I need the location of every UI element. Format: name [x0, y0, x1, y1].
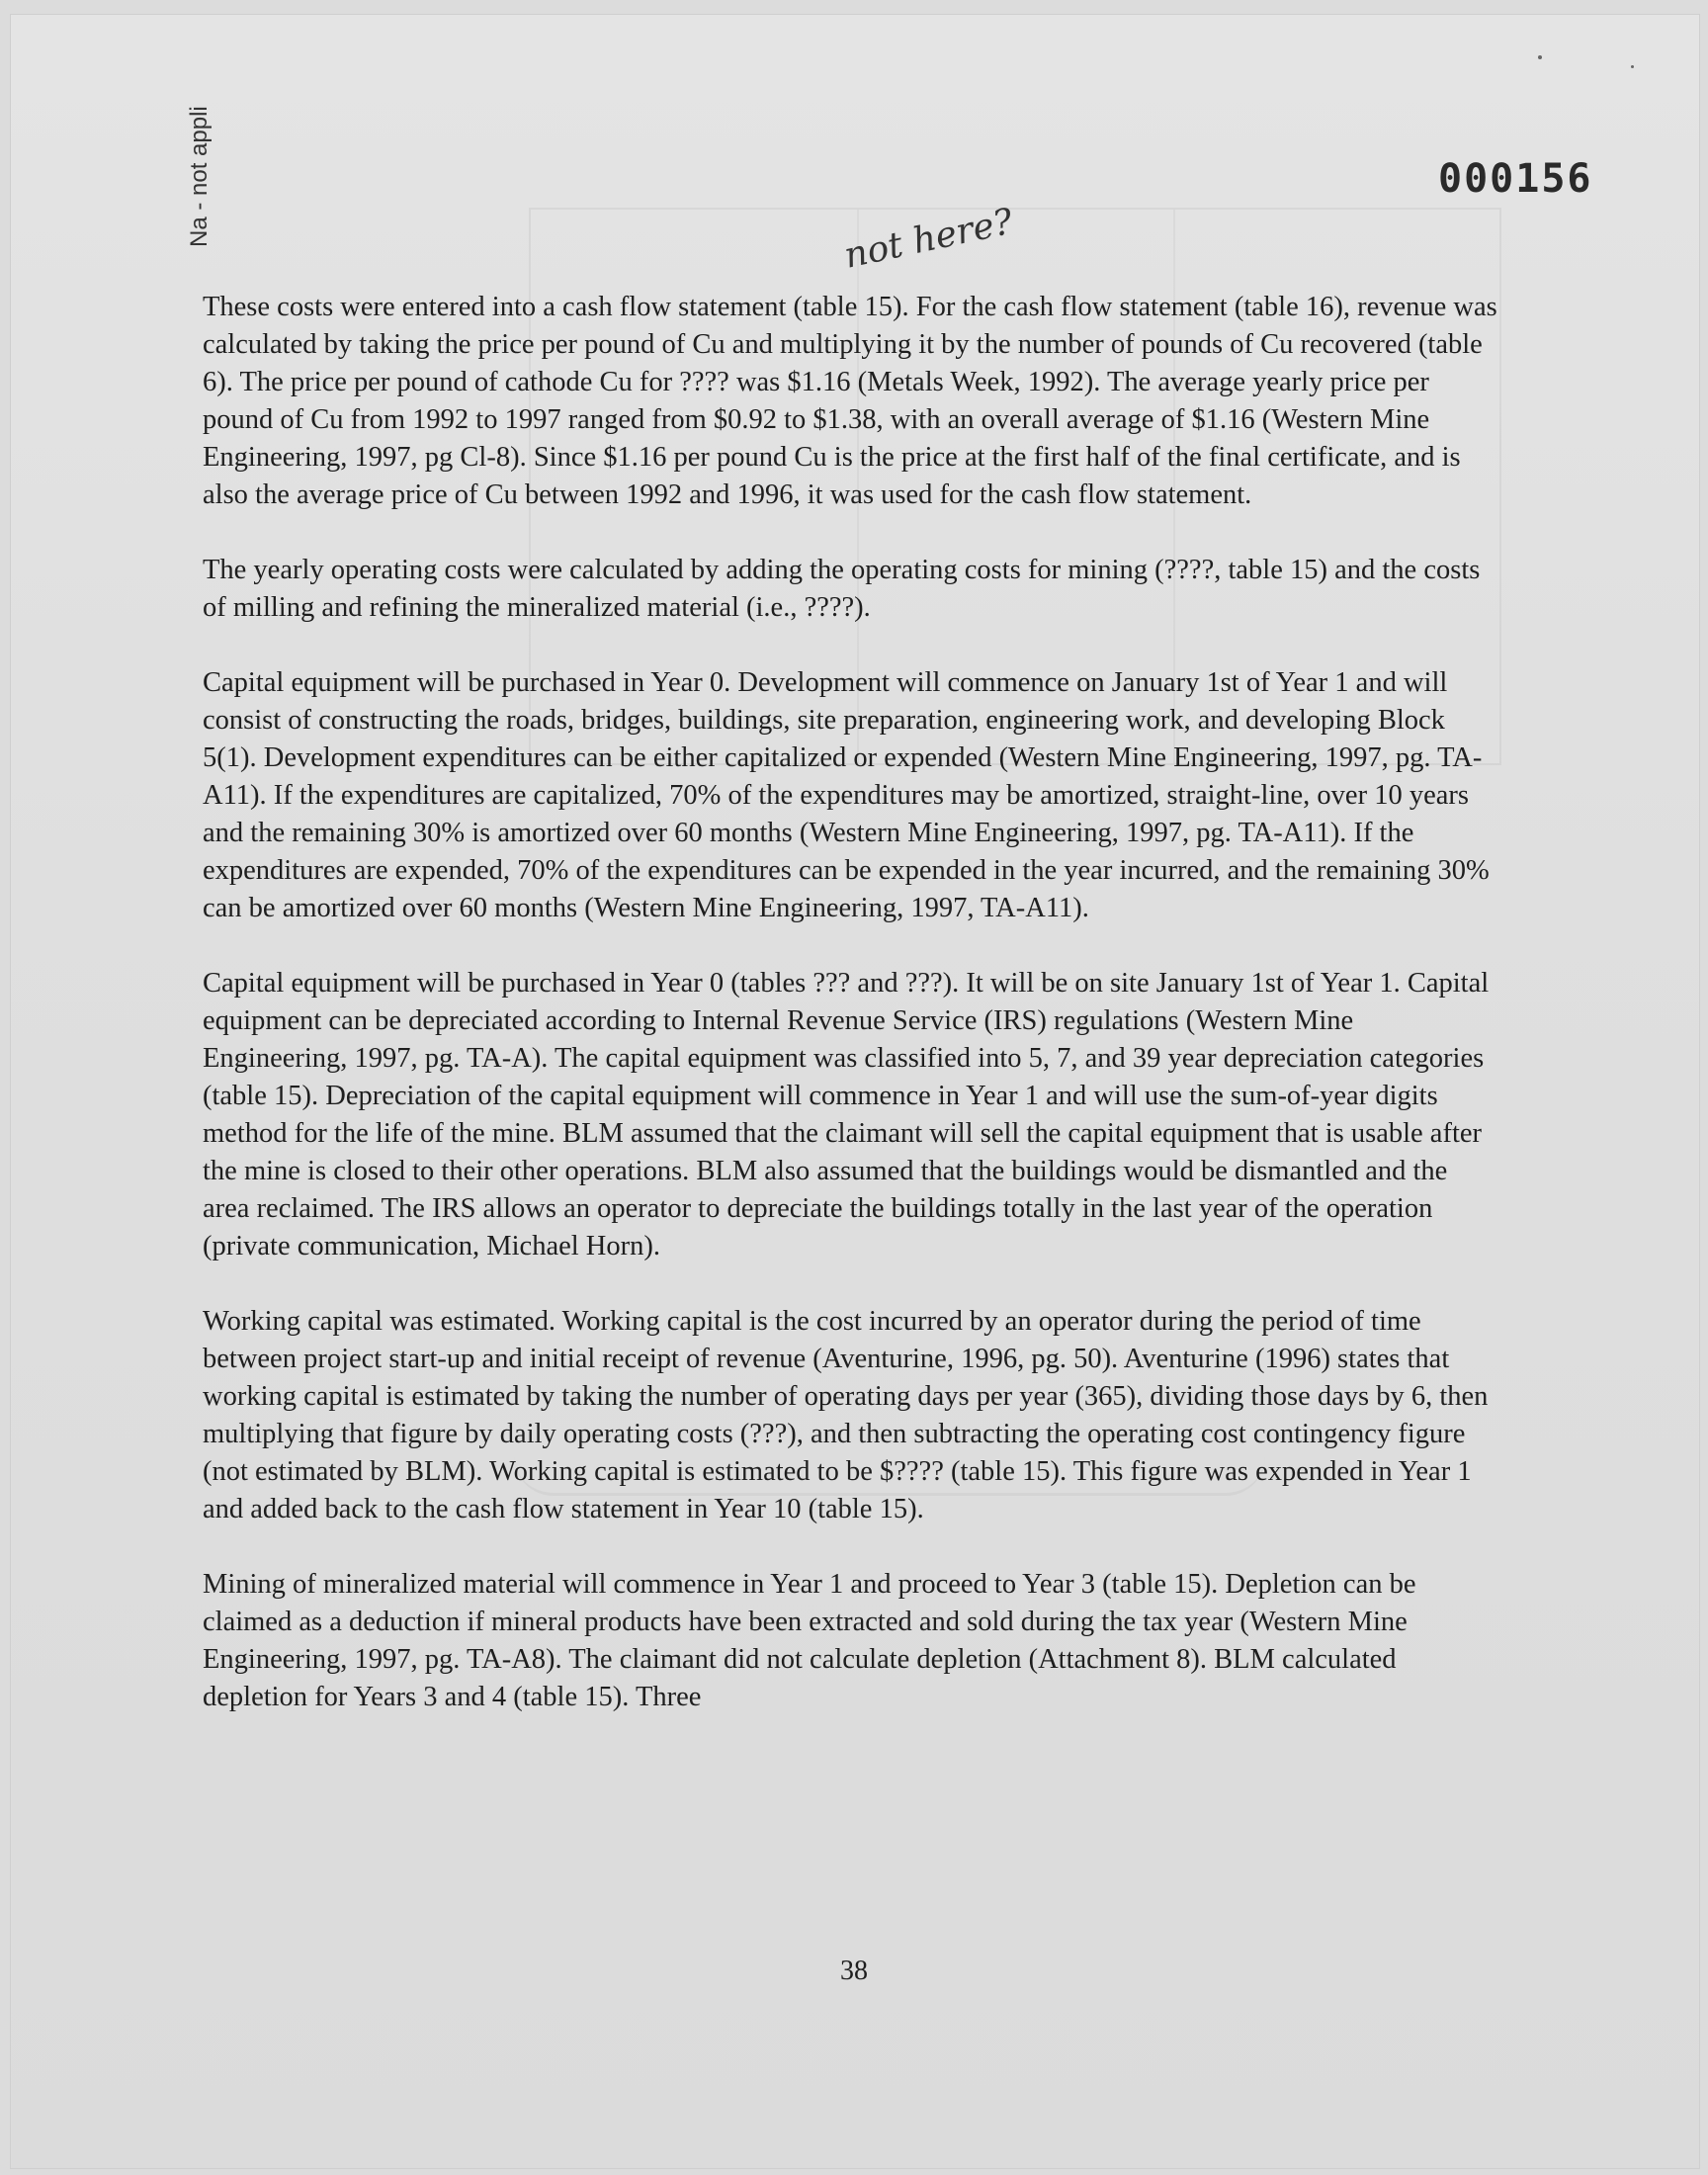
paragraph: The yearly operating costs were calculated by adding the operating costs for mining (????, table 15) and the costs of milling and refining the mineralized material (i.e., ????).	[203, 555, 1481, 623]
paragraph: Mining of mineralized material will commence in Year 1 and proceed to Year 3 (table 15). Depletion can be claimed as a deduction if mineral products have been extracted and sold during the tax year (Western Mine Engineering, 1997, pg. TA-A8). The claimant did not calculate depletion (Attachment 8). BLM calculated depletion for Years 3 and 4 (table 15). Three	[203, 1569, 1416, 1712]
handwritten-note-text: not here?	[840, 201, 1017, 277]
paragraph: Capital equipment will be purchased in Year 0. Development will commence on January 1st of Year 1 and will consist of constructing the roads, bridges, buildings, site preparation, engineering work, and developing Block 5(1). Development expenditures can be either capitalized or expended (Western Mine Engineering, 1997, pg. TA-A11). If the expenditures are capitalized, 70% of the expenditures may be amortized, straight-line, over 10 years and the remaining 30% is amortized over 60 months (Western Mine Engineering, 1997, pg. TA-A11). If the expenditures are expended, 70% of the expenditures can be expended in the year incurred, and the remaining 30% can be amortized over 60 months (Western Mine Engineering, 1997, TA-A11).	[203, 667, 1490, 923]
scan-speck	[1631, 65, 1634, 68]
page-number: 38	[840, 1956, 868, 1986]
paragraph: Capital equipment will be purchased in Year 0 (tables ??? and ???). It will be on site January 1st of Year 1. Capital equipment can be depreciated according to Internal Revenue Service (IRS) regulations (Western Mine Engineering, 1997, pg. TA-A). The capital equipment was classified into 5, 7, and 39 year depreciation categories (table 15). Depreciation of the capital equipment will commence in Year 1 and will use the sum-of-year digits method for the life of the mine. BLM assumed that the claimant will sell the capital equipment that is usable after the mine is closed to their other operations. BLM also assumed that the buildings would be dismantled and the area reclaimed. The IRS allows an operator to depreciate the buildings totally in the last year of the operation (private communication, Michael Horn).	[203, 968, 1490, 1262]
paragraph: Working capital was estimated. Working capital is the cost incurred by an operator during the period of time between project start-up and initial receipt of revenue (Aventurine, 1996, pg. 50). Aventurine (1996) states that working capital is estimated by taking the number of operating days per year (365), dividing those days by 6, then multiplying that figure by daily operating costs (???), and then subtracting the operating cost contingency figure (not estimated by BLM). Working capital is estimated to be $???? (table 15). This figure was expended in Year 1 and added back to the cash flow statement in Year 10 (table 15).	[203, 1306, 1489, 1524]
bates-stamp-number: 000156	[1438, 156, 1593, 202]
body-text	[203, 289, 1497, 1754]
paragraph: These costs were entered into a cash flow statement (table 15). For the cash flow statement (table 16), revenue was calculated by taking the price per pound of Cu and multiplying it by the number of pounds of Cu recovered (table 6). The price per pound of cathode Cu for ???? was $1.16 (Metals Week, 1992). The average yearly price per pound of Cu from 1992 to 1997 ranged from $0.92 to $1.38, with an overall average of $1.16 (Western Mine Engineering, 1997, pg Cl-8). Since $1.16 per pound Cu is the price at the first half of the final certificate, and is also the average price of Cu between 1992 and 1996, it was used for the cash flow statement.	[203, 292, 1497, 510]
handwritten-note	[838, 188, 1066, 277]
margin-note: Na - not appli	[186, 106, 213, 247]
scan-speck	[1538, 55, 1542, 59]
